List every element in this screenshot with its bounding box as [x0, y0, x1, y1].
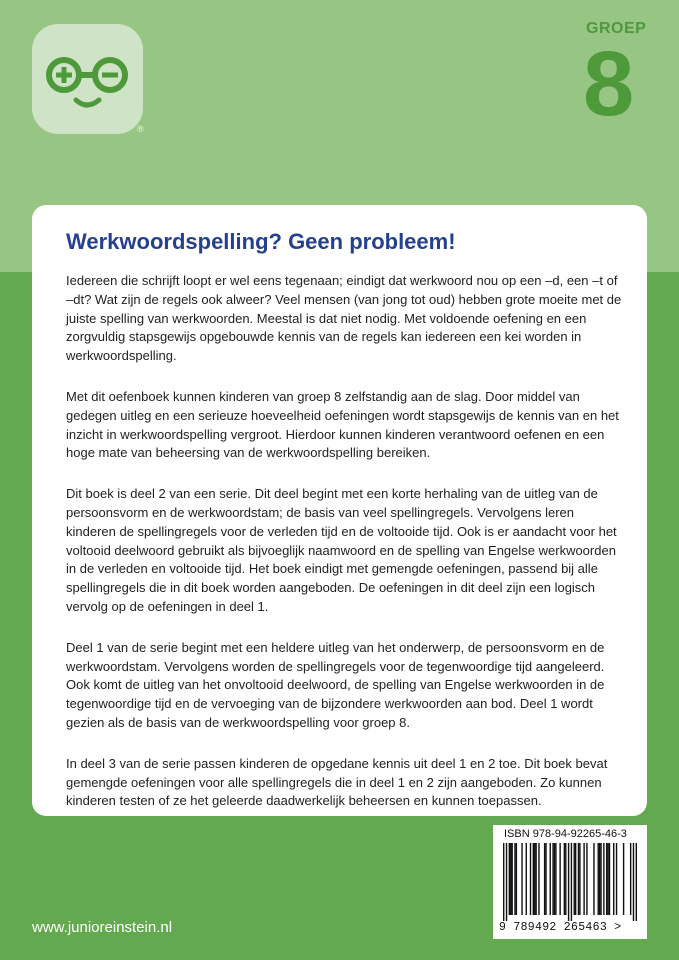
- paragraph: Dit boek is deel 2 van een serie. Dit deel begint met een korte herhaling van de uitleg van de persoonsvorm en de werkwoordstam; de basis van veel spellingregels. Vervolgens leren kinderen de spellingregels voor de verleden tijd en de voltooide tijd. Ook is er aandacht voor het voltooid deelwoord gebruikt als bijvoeglijk naamwoord en de spelling van Engelse werkwoorden in de verleden en voltooide tijd. Het boek eindigt met gemengde oefeningen, passend bij alle spellingregels die in dit boek worden aangeboden. De oefeningen in dit deel zijn een logisch vervolg op de oefeningen in deel 1.: [66, 486, 617, 614]
- group-number: 8: [583, 33, 635, 135]
- barcode-bar: [571, 843, 572, 921]
- barcode-bar: [603, 843, 604, 915]
- paragraph: In deel 3 van de serie passen kinderen de opgedane kennis uit deel 1 en 2 toe. Dit boek bevat gemengde oefeningen voor alle spellingregels die in deel 1 en 2 zijn aangeboden. Zo kunnen kinderen testen of ze het geleerde daadwerkelijk beheersen en kunnen toepassen.: [66, 755, 608, 809]
- barcode-bar: [574, 843, 575, 915]
- barcode-bar: [510, 843, 511, 915]
- barcode-bar: [568, 843, 569, 921]
- barcode-bar: [600, 843, 601, 915]
- barcode-bar: [503, 843, 504, 921]
- barcode-bar: [552, 843, 553, 915]
- body-text: [66, 272, 626, 833]
- barcode-bars: [503, 843, 637, 921]
- barcode-bar: [636, 843, 637, 921]
- barcode-bar: [521, 843, 522, 915]
- plus-minus-smiley-icon: [32, 24, 143, 134]
- barcode-bar: [526, 843, 527, 915]
- barcode-bar: [583, 843, 584, 915]
- isbn-label: ISBN 978-94-92265-46-3: [504, 828, 627, 840]
- barcode-bar: [516, 843, 517, 915]
- barcode-bar: [555, 843, 556, 915]
- barcode-bar: [538, 843, 539, 915]
- brand-logo: [32, 24, 143, 134]
- barcode-bar: [559, 843, 560, 915]
- barcode-bar: [564, 843, 565, 915]
- paragraph: Met dit oefenboek kunnen kinderen van groep 8 zelfstandig aan de slag. Door middel van gedegen uitleg en een serieuze hoeveelheid oefeningen wordt stapsgewijs de kennis van en het inzicht in werkwoordspelling vergroot. Hierdoor kunnen kinderen verantwoord oefenen en een hoge mate van beheersing van de werkwoordspelling bereiken.: [66, 388, 619, 461]
- registered-mark: ®: [137, 124, 144, 134]
- barcode-bar: [593, 843, 594, 915]
- barcode-bar: [579, 843, 580, 915]
- barcode-bar: [511, 843, 512, 915]
- description-card: [32, 205, 647, 816]
- barcode-bar: [586, 843, 587, 915]
- card-title: Werkwoordspelling? Geen probleem!: [66, 229, 456, 254]
- paragraph: Iedereen die schrijft loopt er wel eens tegenaan; eindigt dat werkwoord nou op een –d, een –t of –dt? Wat zijn de regels ook alweer? Veel mensen (van jong tot oud) hebben grote moeite met de juiste spelling van werkwoorden. Meestal is dat niet nodig. Met voldoende oefening en een zorgvuldig stapsgewijs opgebouwde kennis van de regels kan iedereen een kei worden in werkwoordspelling.: [66, 273, 622, 364]
- barcode-bar: [630, 843, 631, 915]
- barcode-bar: [550, 843, 551, 915]
- barcode-bar: [509, 843, 510, 915]
- barcode-digits: 9 789492 265463 >: [499, 921, 622, 934]
- barcode-bar: [534, 843, 535, 915]
- barcode-bar: [575, 843, 576, 915]
- barcode-bar: [607, 843, 608, 915]
- barcode-bar: [578, 843, 579, 915]
- barcode-bar: [535, 843, 536, 915]
- barcode-bar: [554, 843, 555, 915]
- paragraph: Deel 1 van de serie begint met een heldere uitleg van het onderwerp, de persoonsvorm en de werkwoordstam. Vervolgens worden de spellingregels voor de tegenwoordige tijd aangeleerd. Ook komt de uitleg van het onvoltooid deelwoord, de spelling van Engelse werkwoorden in de tegenwoordige tijd en de vervoeging van de bijzondere werkwoorden aan bod. Deel 1 wordt gezien als de basis van de werkwoordspelling voor groep 8.: [66, 639, 605, 730]
- barcode-bar: [544, 843, 545, 915]
- barcode-bar: [506, 843, 507, 921]
- barcode-bar: [609, 843, 610, 915]
- group-label: GROEP: [586, 20, 647, 37]
- barcode-bar: [514, 843, 515, 915]
- barcode-bar: [606, 843, 607, 915]
- barcode-bar: [533, 843, 534, 915]
- barcode-bar: [599, 843, 600, 915]
- isbn-barcode: [493, 825, 647, 939]
- barcode-bar: [633, 843, 634, 921]
- barcode-bar: [613, 843, 614, 915]
- barcode-bar: [530, 843, 531, 915]
- barcode-bar: [565, 843, 566, 915]
- barcode-bar: [545, 843, 546, 915]
- barcode-bar: [616, 843, 617, 915]
- barcode-bar: [623, 843, 624, 915]
- website-link[interactable]: www.junioreinstein.nl: [32, 919, 173, 936]
- barcode-bar: [598, 843, 599, 915]
